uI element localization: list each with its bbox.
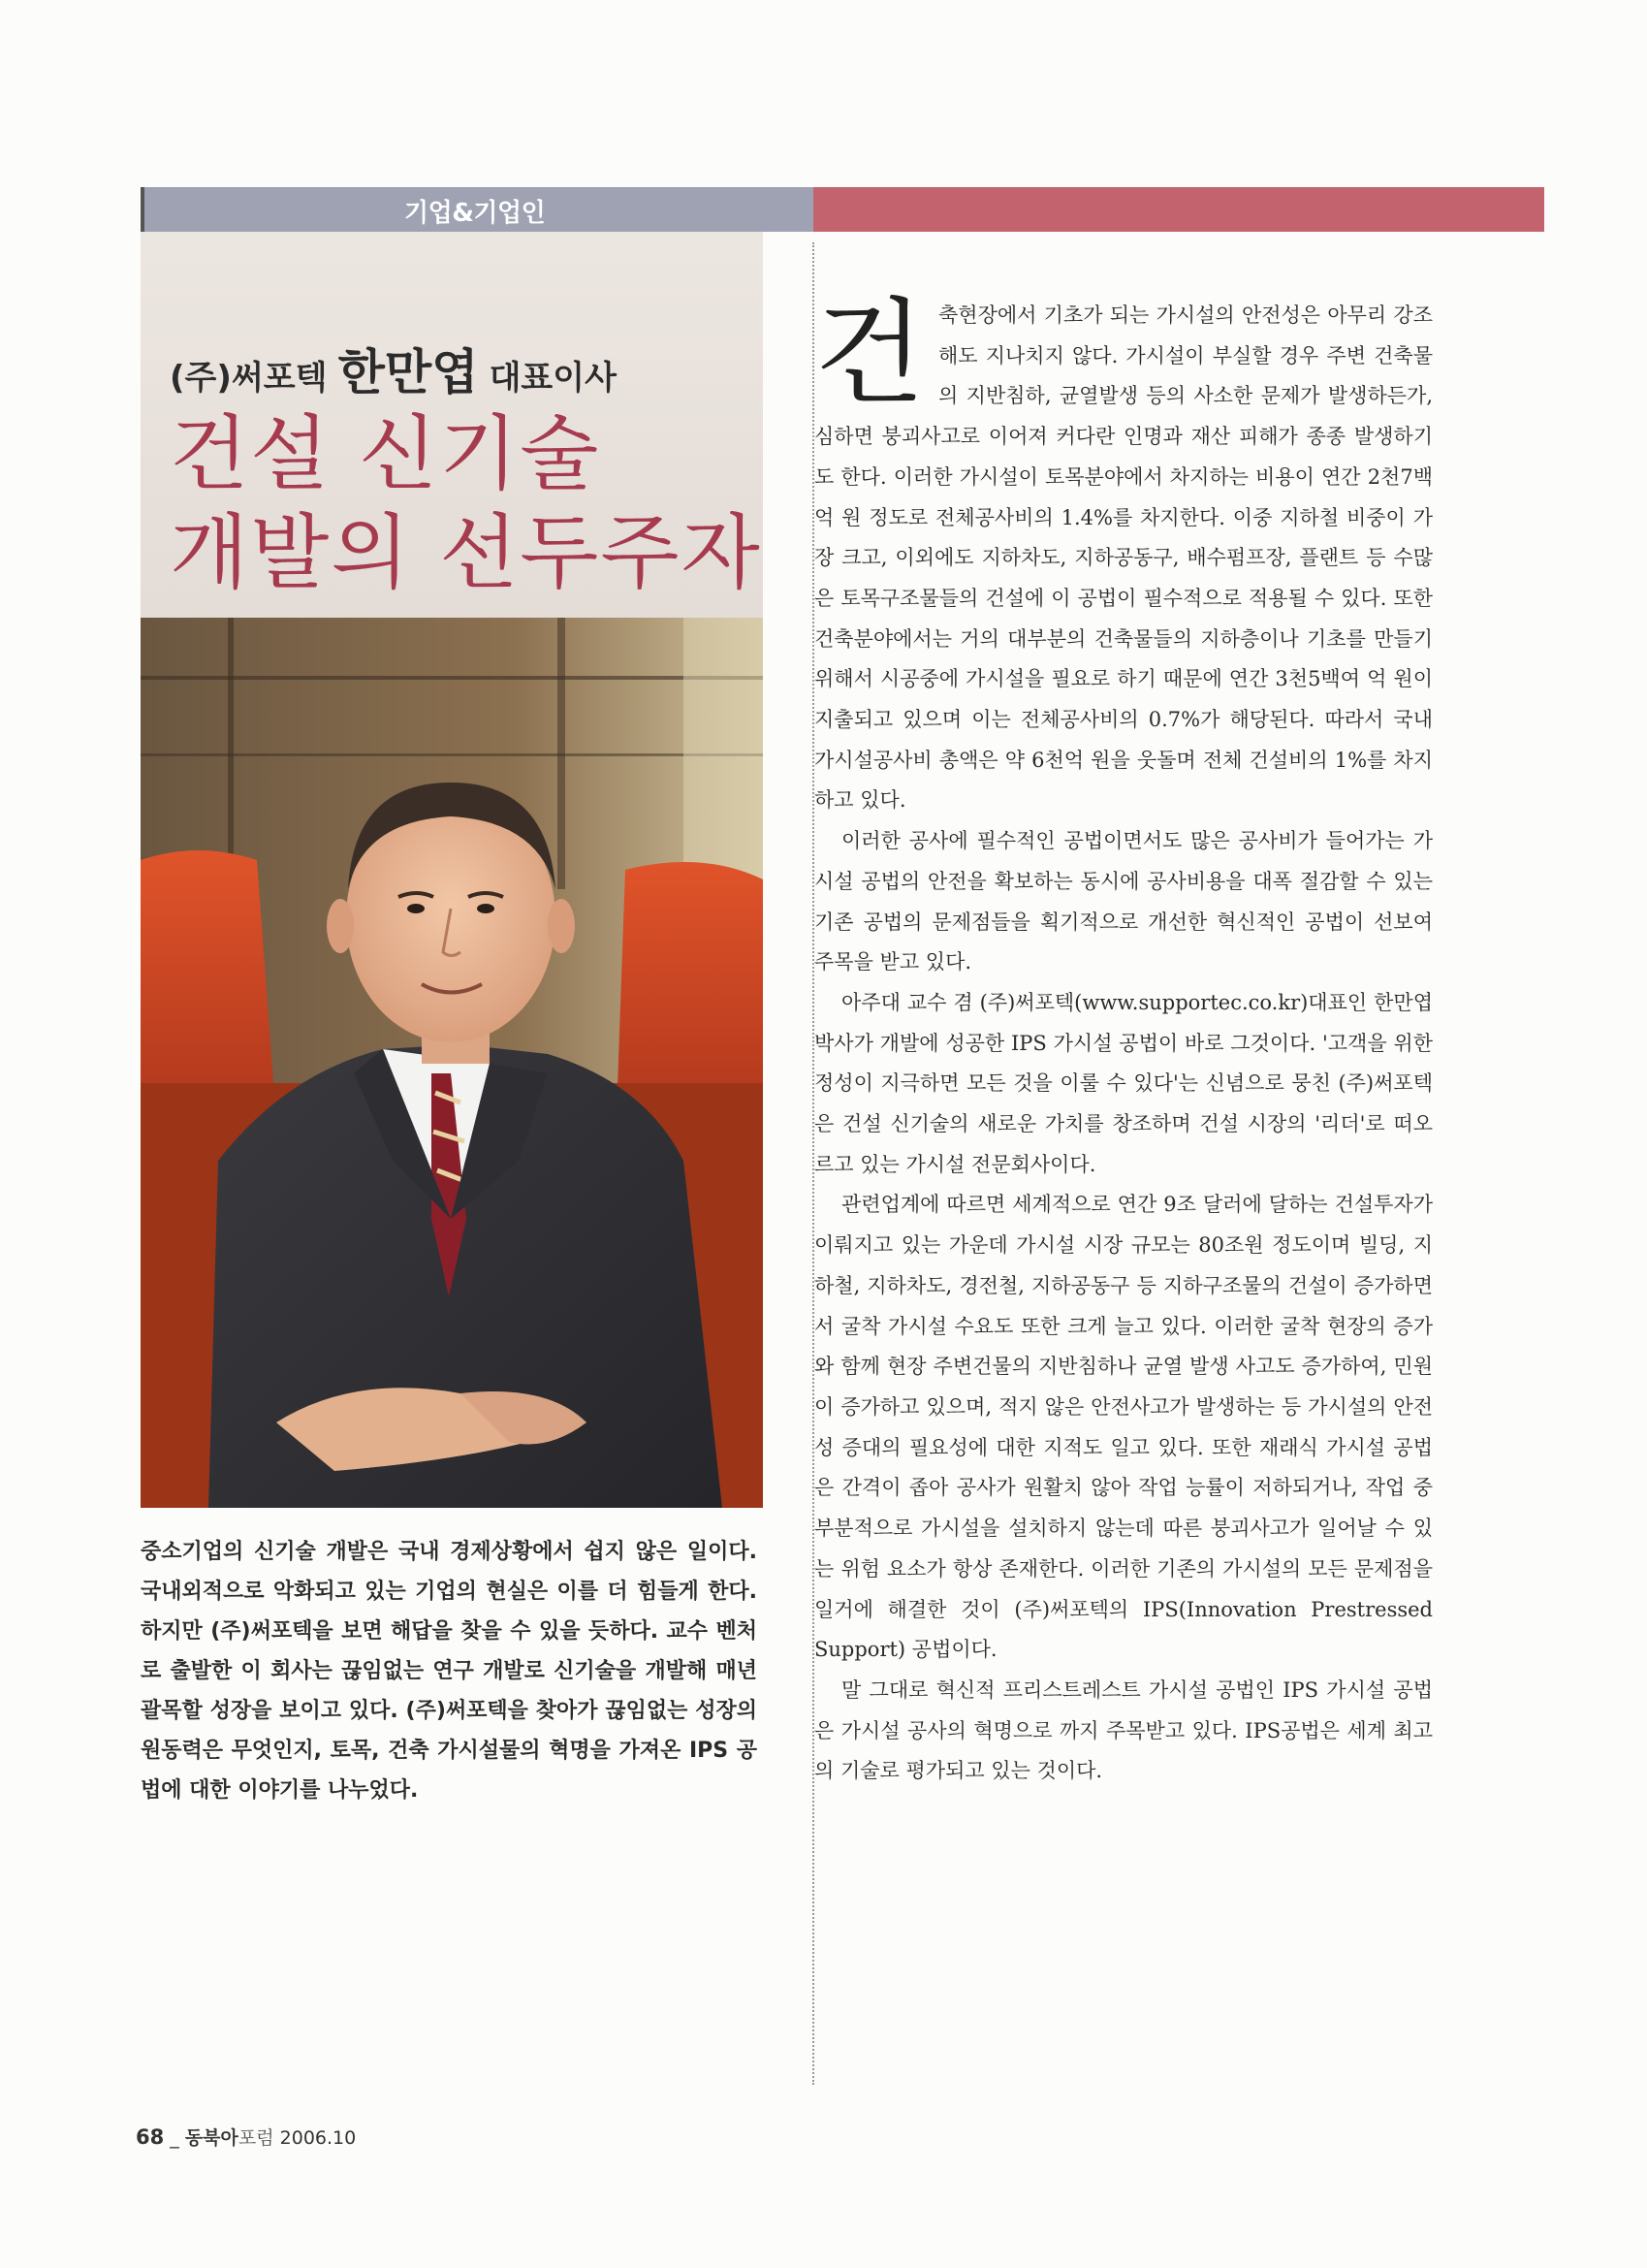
body-paragraph-1	[814, 286, 1433, 821]
section-header-left	[141, 187, 813, 232]
body-paragraph-3: 아주대 교수 겸 (주)써포텍(www.supportec.co.kr)대표인 한만엽 박사가 개발에 성공한 IPS 가시설 공법이 바로 그것이다. '고객을 위한 정성이 지극하면 모든 것을 이룰 수 있다'는 신념으로 뭉친 (주)써포텍은 건설 신기술의 새로운 가치를 창조하며 건설 시장의 '리더'로 떠오르고 있는 가시설 전문회사이다.	[814, 990, 1433, 1176]
body-paragraph-1-text: 축현장에서 기초가 되는 가시설의 안전성은 아무리 강조해도 지나치지 않다. 가시설이 부실할 경우 주변 건축물의 지반침하, 균열발생 등의 사소한 문제가 발생하든가, 심하면 붕괴사고로 이어져 커다란 인명과 재산 피해가 종종 발생하기도 한다. 이러한 가시설이 토목분야에서 차지하는 비용이 연간 2천7백억 원 정도로 전체공사비의 1.4%를 차지한다. 이중 지하철 비중이 가장 크고, 이외에도 지하차도, 지하공동구, 배수펌프장, 플랜트 등 수많은 토목구조물들의 건설에 이 공법이 필수적으로 적용될 수 있다. 또한 건축분야에서는 거의 대부분의 건축물들의 지하층이나 기초를 만들기 위해서 시공중에 가시설을 필요로 하기 때문에 연간 3천5백여 억 원이 지출되고 있으며 이는 전체공사비의 0.7%가 해당된다. 따라서 국내 가시설공사비 총액은 약 6천억 원을 웃돌며 전체 건설비의 1%를 차지하고 있다.	[814, 303, 1433, 813]
intro-paragraph: 중소기업의 신기술 개발은 국내 경제상황에서 쉽지 않은 일이다. 국내외적으로 악화되고 있는 기업의 현실은 이를 더 힘들게 한다. 하지만 (주)써포텍을 보면 해답을 찾을 수 있을 듯하다. 교수 벤처로 출발한 이 회사는 끊임없는 연구 개발로 신기술을 개발해 매년 괄목할 성장을 보이고 있다. (주)써포텍을 찾아가 끊임없는 성장의 원동력은 무엇인지, 토목, 건축 가시설물의 혁명을 가져온 IPS 공법에 대한 이야기를 나누었다.	[141, 1540, 757, 1803]
portrait-illustration	[141, 618, 763, 1508]
title-block	[141, 232, 763, 618]
person-name: 한만엽	[337, 344, 479, 400]
body-paragraph-5: 말 그대로 혁신적 프리스트레스트 가시설 공법인 IPS 가시설 공법은 가시설 공사의 혁명으로 까지 주목받고 있다. IPS공법은 세계 최고의 기술로 평가되고 있는 것이다.	[814, 1677, 1433, 1783]
article-body	[814, 286, 1433, 1792]
page-number: 68	[136, 2125, 165, 2149]
footer-separator: _	[170, 2127, 179, 2149]
section-header-right	[813, 187, 1544, 232]
headline	[170, 404, 761, 602]
headline-line-1: 건설 신기술	[170, 406, 601, 501]
drop-cap: 건	[814, 286, 925, 420]
body-paragraph-4: 관련업계에 따르면 세계적으로 연간 9조 달러에 달하는 건설투자가 이뤄지고 있는 가운데 가시설 시장 규모는 80조원 정도이며 빌딩, 지하철, 지하차도, 경전철, 지하공동구 등 지하구조물의 건설이 증가하면서 굴착 가시설 수요도 또한 크게 늘고 있다. 이러한 굴착 현장의 증가와 함께 현장 주변건물의 지반침하나 균열 발생 사고도 증가하여, 민원이 증가하고 있으며, 적지 않은 안전사고가 발생하는 등 가시설의 안전성 증대의 필요성에 대한 지적도 일고 있다. 또한 재래식 가시설 공법은 간격이 좁아 공사가 원활치 않아 작업 능률이 저하되거나, 작업 중 부분적으로 가시설을 설치하지 않는데 따른 붕괴사고가 일어날 수 있는 위험 요소가 항상 존재한다. 이러한 기존의 가시설의 모든 문제점을 일거에 해결한 것이 (주)써포텍의 IPS(Innovation Prestressed Support) 공법이다.	[814, 1193, 1433, 1662]
section-header-bar	[141, 187, 1544, 232]
person-role: 대표이사	[489, 359, 617, 398]
footer-brand-light: 포럼	[238, 2127, 274, 2149]
portrait-photo	[141, 618, 763, 1508]
company-name: (주)써포텍	[170, 359, 328, 398]
footer-issue: 2006.10	[279, 2127, 357, 2149]
subtitle	[170, 334, 617, 403]
footer-brand-bold: 동북아	[184, 2127, 238, 2149]
section-label: 기업&기업인	[404, 199, 546, 228]
body-paragraph-2: 이러한 공사에 필수적인 공법이면서도 많은 공사비가 들어가는 가시설 공법의 안전을 확보하는 동시에 공사비용을 대폭 절감할 수 있는 기존 공법의 문제점들을 획기적으로 개선한 혁신적인 공법이 선보여 주목을 받고 있다.	[814, 829, 1433, 974]
headline-line-2: 개발의 선두주자	[170, 505, 762, 600]
page-footer	[136, 2124, 356, 2150]
header-tick	[141, 187, 144, 232]
